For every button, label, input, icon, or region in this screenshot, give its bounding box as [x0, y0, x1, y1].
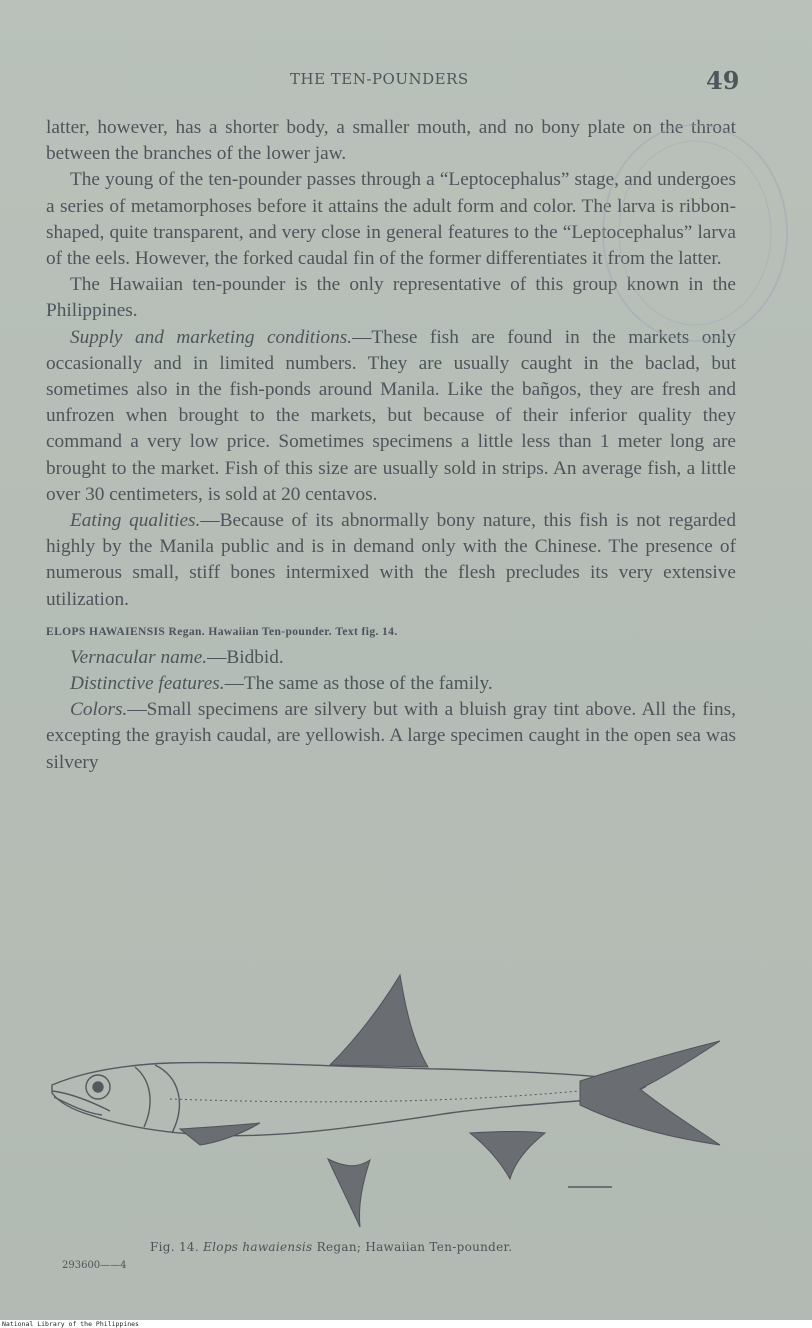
dorsal-fin [330, 975, 428, 1067]
caudal-fin [580, 1041, 720, 1145]
page-number: 49 [706, 66, 740, 95]
paragraph-vernacular [46, 645, 736, 671]
fish-illustration [40, 965, 740, 1235]
anal-fin [470, 1132, 545, 1180]
colors-text: —Small specimens are silvery but with a bluish gray tint above. All the fins, excepting the grayish caudal, are yellowish. A large specimen caught in the open sea was silvery [46, 699, 736, 773]
pelvic-fin [328, 1159, 370, 1227]
footer-credit: National Library of the Philippines [2, 1320, 139, 1328]
running-head: THE TEN-POUNDERS [290, 70, 469, 88]
distinctive-text: —The same as those of the family. [224, 673, 493, 695]
paragraph-representative: The Hawaiian ten-pounder is the only representative of this group known in the Philippines. [46, 274, 736, 322]
vernacular-text: —Bidbid. [207, 646, 284, 668]
species-author: Regan. [168, 625, 206, 638]
caption-common-name: Hawaiian Ten-pounder. [365, 1240, 513, 1254]
eating-heading: Eating qualities. [70, 510, 201, 532]
species-heading [46, 625, 736, 639]
pectoral-fin [180, 1123, 260, 1145]
caption-scientific-name: Elops hawaiensis [203, 1240, 313, 1254]
species-fig-ref: Text fig. 14. [335, 625, 398, 638]
paragraph-distinctive [46, 671, 736, 697]
figure-caption [150, 1240, 512, 1254]
species-scientific-name: ELOPS HAWAIENSIS [46, 625, 166, 638]
library-stamp [585, 115, 790, 350]
caption-author: Regan; [316, 1240, 362, 1254]
paragraph-colors [46, 697, 736, 776]
vernacular-heading: Vernacular name. [70, 646, 208, 668]
eating-text: —Because of its abnormally bony nature, this fish is not regarded highly by the Manila public and is in demand only with the Chinese. The presence of numerous small, stiff bones intermixed with the flesh precludes its very extensive utilization. [46, 510, 736, 610]
printer-signature: 293600——4 [62, 1260, 127, 1271]
paragraph-leptocephalus: The young of the ten-pounder passes through a “Leptocephalus” stage, and undergoes a series of metamorphoses before it attains the adult form and color. The larva is ribbon-shaped, quite transparent, and very close in general features to the “Leptocephalus” larva of the eels. However, the forked caudal fin of the former differentiates it from the latter. [46, 169, 736, 270]
supply-text: —These fish are found in the markets only occasionally and in limited numbers. They are usually caught in the baclad, but sometimes also in the fish-ponds around Manila. Like the bañgos, they are fresh and unfrozen when brought to the markets, but because of their inferior quality they command a very low price. Sometimes specimens a little less than 1 meter long are brought to the market. Fish of this size are usually sold in strips. An average fish, a little over 30 centimeters, is sold at 20 centavos. [46, 326, 736, 505]
paragraph-supply [46, 325, 736, 508]
supply-heading: Supply and marketing conditions. [70, 326, 353, 348]
page-header [0, 60, 812, 100]
distinctive-heading: Distinctive features. [70, 673, 225, 695]
colors-heading: Colors. [70, 699, 128, 721]
paragraph-continuation: latter, however, has a shorter body, a smaller mouth, and no bony plate on the throat between the branches of the lower jaw. [46, 117, 736, 165]
paragraph-eating [46, 508, 736, 613]
caption-label: Fig. 14. [150, 1240, 199, 1254]
species-common-name: Hawaiian Ten-pounder. [208, 625, 333, 638]
